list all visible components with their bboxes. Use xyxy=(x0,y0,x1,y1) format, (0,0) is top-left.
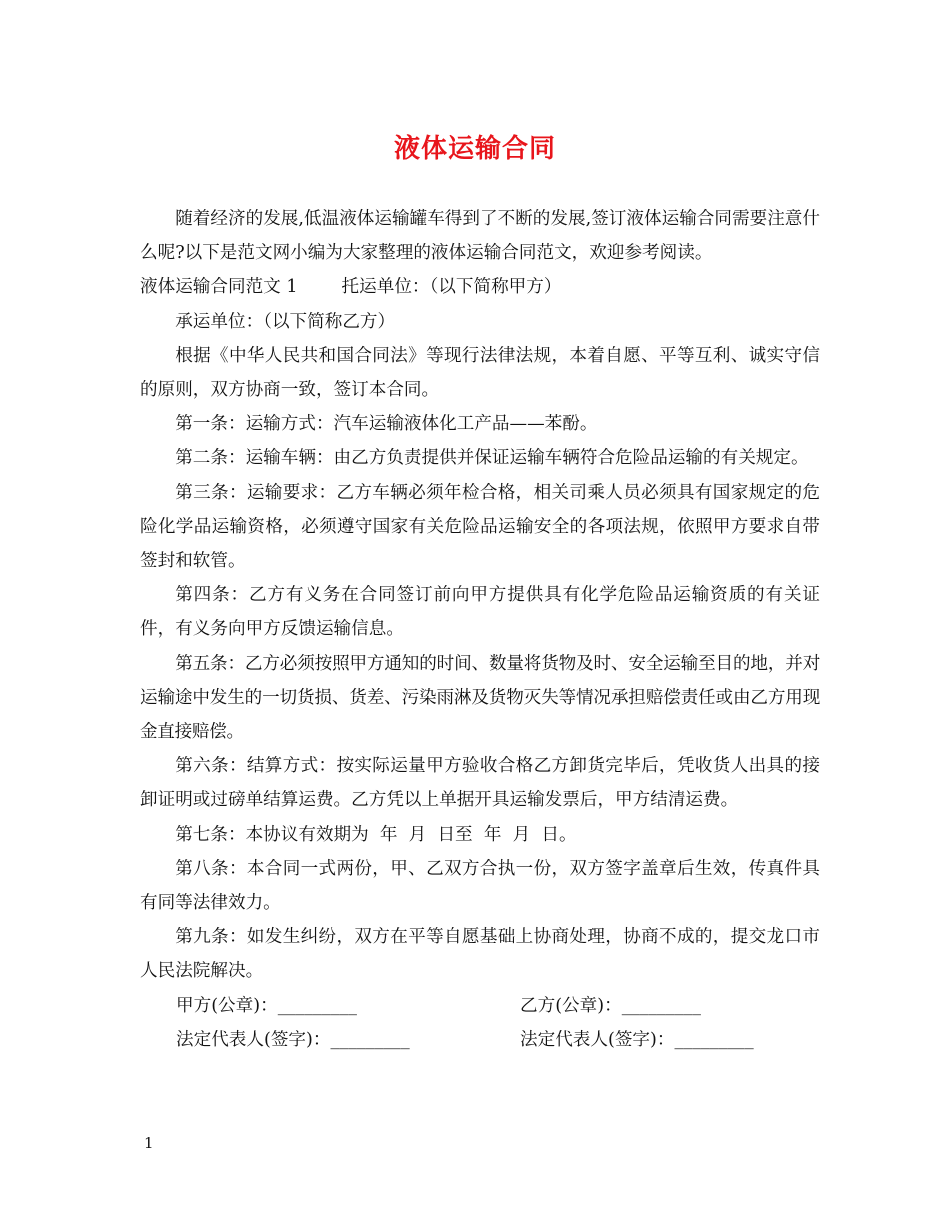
clause-1: 第一条：运输方式：汽车运输液体化工产品——苯酚。 xyxy=(175,414,598,435)
signature-row-representative xyxy=(140,1023,820,1057)
clause-2: 第二条：运输车辆：由乙方负责提供并保证运输车辆符合危险品运输的有关规定。 xyxy=(175,448,809,469)
carrier-line: 承运单位：（以下简称乙方） xyxy=(175,311,396,332)
clause-3: 第三条：运输要求：乙方车辆必须年检合格，相关司乘人员必须具有国家规定的危险化学品运输资格，必须遵守国家有关危险品运输安全的各项法规，依照甲方要求自带签封和软管。 xyxy=(140,482,820,572)
document-title: 液体运输合同 xyxy=(393,134,556,164)
clause-6: 第六条：结算方式：按实际运量甲方验收合格乙方卸货完毕后，凭收货人出具的接卸证明或过磅单结算运费。乙方凭以上单据开具运输发票后，甲方结清运费。 xyxy=(140,756,820,811)
party-a-representative: 法定代表人(签字)：_________ xyxy=(176,1029,410,1050)
clause-4: 第四条：乙方有义务在合同签订前向甲方提供具有化学危险品运输资质的有关证件，有义务向甲方反馈运输信息。 xyxy=(140,585,820,640)
clause-9: 第九条：如发生纠纷，双方在平等自愿基础上协商处理，协商不成的，提交龙口市人民法院解决。 xyxy=(140,927,820,982)
party-a-seal: 甲方(公章)：_________ xyxy=(176,995,357,1016)
preamble-paragraph: 根据《中华人民共和国合同法》等现行法律法规，本着自愿、平等互利、诚实守信的原则，双方协商一致，签订本合同。 xyxy=(140,345,820,401)
document-body xyxy=(140,202,820,1057)
shipper-line: 托运单位：（以下简称甲方） xyxy=(341,277,562,298)
party-b-seal: 乙方(公章)：_________ xyxy=(520,995,701,1016)
clause-8: 第八条：本合同一式两份，甲、乙双方合执一份，双方签字盖章后生效，传真件具有同等法律效力。 xyxy=(140,858,820,914)
signature-row-seal xyxy=(140,989,820,1023)
sample-heading-line xyxy=(140,270,820,304)
party-b-representative: 法定代表人(签字)：_________ xyxy=(520,1029,754,1050)
clause-7: 第七条：本协议有效期为 年 月 日至 年 月 日。 xyxy=(175,824,577,845)
clause-5: 第五条：乙方必须按照甲方通知的时间、数量将货物及时、安全运输至目的地，并对运输途中发生的一切货损、货差、污染雨淋及货物灭失等情况承担赔偿责任或由乙方用现金直接赔偿。 xyxy=(140,653,820,743)
sample-label: 液体运输合同范文 1 xyxy=(140,277,298,298)
page-number: 1 xyxy=(144,1134,154,1152)
intro-paragraph: 随着经济的发展,低温液体运输罐车得到了不断的发展,签订液体运输合同需要注意什么呢?以下是范文网小编为大家整理的液体运输合同范文，欢迎参考阅读。 xyxy=(140,209,820,264)
